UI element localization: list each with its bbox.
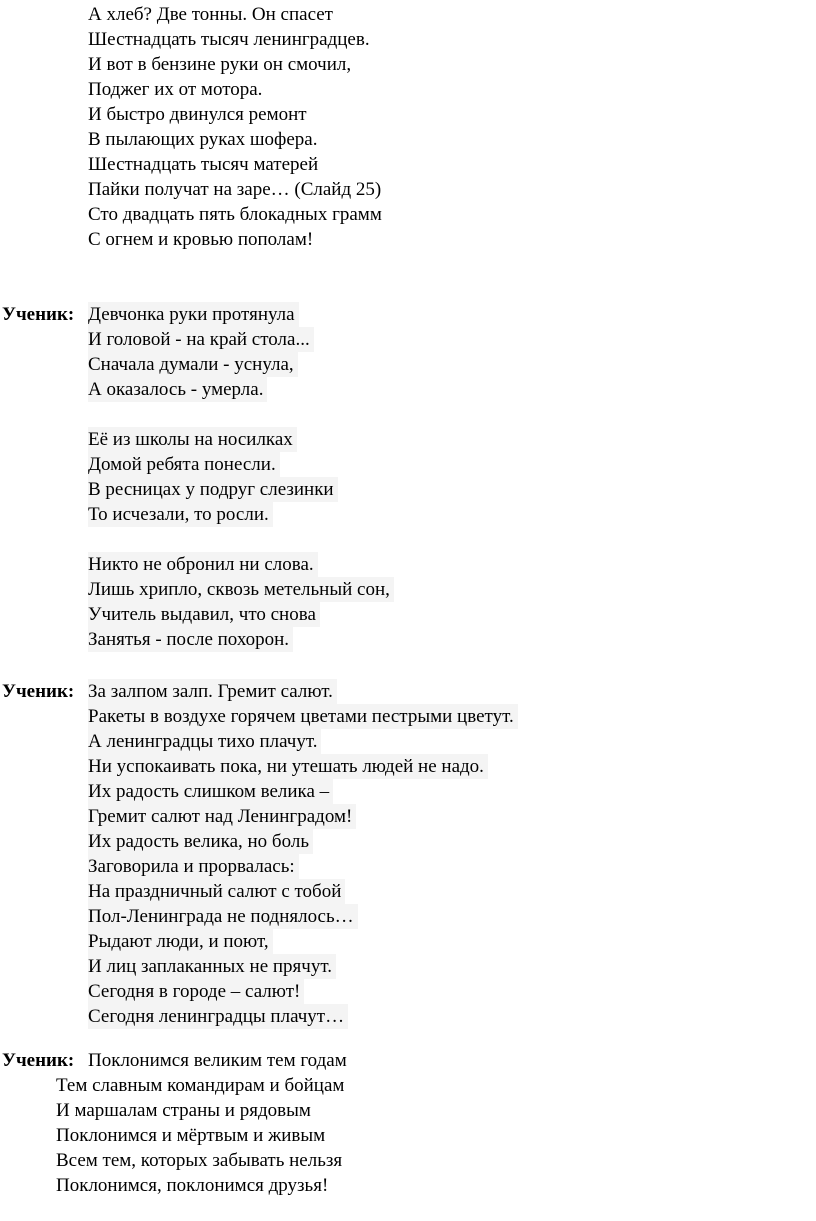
poem-line: Никто не обронил ни слова. (0, 552, 394, 577)
poem-line: В пылающих руках шофера. (88, 129, 318, 150)
poem-line: Сегодня в городе – салют! (0, 979, 518, 1004)
poem-line: И вот в бензине руки он смочил, (88, 54, 352, 75)
poem-line: Ученик: За залпом залп. Гремит салют. (0, 679, 518, 704)
poem-line: Лишь хрипло, сквозь метельный сон, (0, 577, 394, 602)
poem-line: А оказалось - умерла. (0, 377, 394, 402)
poem-line: Ни успокаивать пока, ни утешать людей не надо. (0, 754, 518, 779)
poem-line: Сто двадцать пять блокадных грамм (88, 204, 382, 225)
poem-line: Поклонимся и мёртвым и живым (56, 1125, 326, 1146)
poem-line: Сегодня ленинградцы плачут… (0, 1004, 518, 1029)
poem-line: Сначала думали - уснула, (0, 352, 394, 377)
poem-line: Заговорила и прорвалась: (0, 854, 518, 879)
stanza-gap (0, 527, 394, 552)
poem-line: И быстро двинулся ремонт (88, 104, 307, 125)
poem-section-2 (0, 679, 518, 1029)
poem-line: А ленинградцы тихо плачут. (0, 729, 518, 754)
stanza-intro (0, 2, 386, 252)
speaker-label: Ученик: (2, 681, 75, 702)
poem-line: И головой - на край стола... (0, 327, 394, 352)
poem-line: Ученик: Девчонка руки протянула (0, 302, 394, 327)
poem-section-1 (0, 302, 394, 652)
poem-line: Шестнадцать тысяч матерей (88, 154, 319, 175)
poem-line: И маршалам страны и рядовым (56, 1100, 311, 1121)
poem-line: Учитель выдавил, что снова (0, 602, 394, 627)
poem-line: С огнем и кровью пополам! (88, 229, 314, 250)
speaker-label: Ученик: (2, 1050, 75, 1071)
stanza-gap (0, 402, 394, 427)
poem-line: На праздничный салют с тобой (0, 879, 518, 904)
poem-line: Поклонимся, поклонимся друзья! (56, 1175, 329, 1196)
poem-line: Домой ребята понесли. (0, 452, 394, 477)
poem-line: То исчезали, то росли. (0, 502, 394, 527)
poem-line: Поджег их от мотора. (88, 79, 263, 100)
poem-line: Ученик: Поклонимся великим тем годам (2, 1050, 347, 1071)
poem-line: Шестнадцать тысяч ленинградцев. (88, 29, 370, 50)
poem-line: А хлеб? Две тонны. Он спасет (88, 4, 333, 25)
poem-line: Рыдают люди, и поют, (0, 929, 518, 954)
poem-line: Их радость велика, но боль (0, 829, 518, 854)
poem-line: В ресницах у подруг слезинки (0, 477, 394, 502)
poem-line: Их радость слишком велика – (0, 779, 518, 804)
poem-line: Занятья - после похорон. (0, 627, 394, 652)
poem-line: И лиц заплаканных не прячут. (0, 954, 518, 979)
poem-line: Пайки получат на заре… (Слайд 25) (88, 179, 382, 200)
poem-line: Её из школы на носилках (0, 427, 394, 452)
poem-line: Пол-Ленинграда не поднялось… (0, 904, 518, 929)
poem-section-3 (0, 1048, 351, 1198)
speaker-label: Ученик: (2, 304, 75, 325)
poem-line: Всем тем, которых забывать нельзя (56, 1150, 343, 1171)
poem-line: Тем славным командирам и бойцам (56, 1075, 345, 1096)
poem-line: Ракеты в воздухе горячем цветами пестрыми цветут. (0, 704, 518, 729)
poem-line: Гремит салют над Ленинградом! (0, 804, 518, 829)
